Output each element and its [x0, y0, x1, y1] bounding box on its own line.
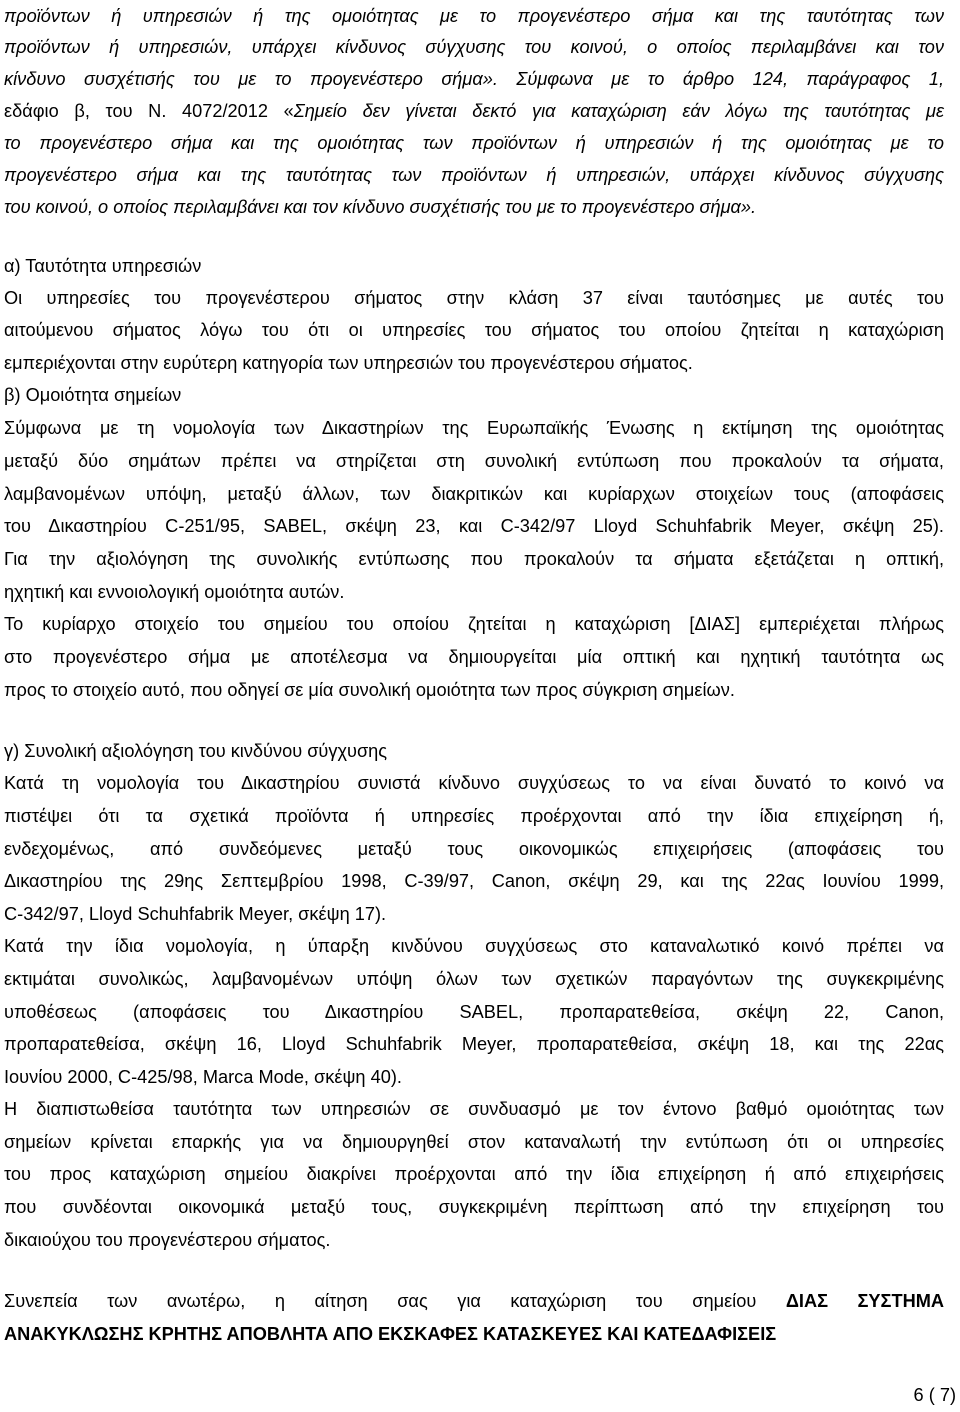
section-c-line-7: εκτιμάται συνολικώς, λαμβανομένων υπόψη όλων των σχετικών παραγόντων της συγκεκριμένης	[4, 969, 944, 989]
section-c-line-12: σημείων κρίνεται επαρκής για να δημιουργηθεί στον καταναλωτή την εντύπωση ότι οι υπηρεσίες	[4, 1132, 944, 1152]
intro-line-5: το προγενέστερο σήμα και της ομοιότητας των προϊόντων ή υπηρεσιών ή της ομοιότητας με το	[4, 133, 944, 153]
section-b-line-2: μεταξύ δύο σημάτων πρέπει να στηρίζεται στη συνολική εντύπωση που προκαλούν τα σήματα,	[4, 451, 944, 471]
section-a-line-3: εμπεριέχονται στην ευρύτερη κατηγορία των υπηρεσιών του προγενέστερου σήματος.	[4, 353, 693, 373]
section-b-line-4: του Δικαστηρίου C-251/95, SABEL, σκέψη 23, και C-342/97 Lloyd Schuhfabrik Meyer, σκέψη 25).	[4, 516, 944, 536]
trademark-name: ΔΙΑΣ ΣΥΣΤΗΜΑ	[785, 1291, 944, 1311]
section-b-line-1: Σύμφωνα με τη νομολογία των Δικαστηρίων της Ευρωπαϊκής Ένωσης η εκτίμηση της ομοιότητας	[4, 418, 944, 438]
intro-line-3: κίνδυνο συσχέτισής του με το προγενέστερο σήμα». Σύμφωνα με το άρθρο 124, παράγραφος 1,	[4, 69, 944, 89]
section-c-line-9: προπαρατεθείσα, σκέψη 16, Lloyd Schuhfabrik Meyer, προπαρατεθείσα, σκέψη 18, και της 22ας	[4, 1034, 944, 1054]
section-b-line-3: λαμβανομένων υπόψη, μεταξύ άλλων, των διακριτικών και κυρίαρχων στοιχείων τους (αποφάσεις	[4, 484, 944, 504]
conclusion-line-2: ΑΝΑΚΥΚΛΩΣΗΣ ΚΡΗΤΗΣ ΑΠΟΒΛΗΤΑ ΑΠΟ ΕΚΣΚΑΦΕΣ ΚΑΤΑΣΚΕΥΕΣ ΚΑΙ ΚΑΤΕΔΑΦΙΣΕΙΣ	[4, 1324, 777, 1344]
conclusion-line-1	[4, 1285, 944, 1318]
section-c-line-3: ενδεχομένως, από συνδεόμενες μεταξύ τους οικονομικώς επιχειρήσεις (αποφάσεις του	[4, 839, 944, 859]
intro-line-7: του κοινού, ο οποίος περιλαμβάνει και τον κίνδυνο συσχέτισής του με το προγενέστερο σήμα».	[4, 197, 757, 217]
section-c-line-10: Ιουνίου 2000, C-425/98, Marca Mode, σκέψη 40).	[4, 1067, 402, 1087]
section-a-line-1: Οι υπηρεσίες του προγενέστερου σήματος στην κλάση 37 είναι ταυτόσημες με αυτές του	[4, 288, 944, 308]
section-b-line-5: Για την αξιολόγηση της συνολικής εντύπωσης που προκαλούν τα σήματα εξετάζεται η οπτική,	[4, 549, 944, 569]
section-b-line-6: ηχητική και εννοιολογική ομοιότητα αυτών.	[4, 582, 345, 602]
section-c-line-5: C-342/97, Lloyd Schuhfabrik Meyer, σκέψη 17).	[4, 904, 387, 924]
intro-line-4-quote: Σημείο δεν γίνεται δεκτό για καταχώριση εάν λόγω της ταυτότητας με	[293, 101, 944, 121]
section-c-line-6: Κατά την ίδια νομολογία, η ύπαρξη κινδύνου συγχύσεως στο καταναλωτικό κοινό πρέπει να	[4, 936, 944, 956]
section-c-line-4: Δικαστηρίου της 29ης Σεπτεμβρίου 1998, C-39/97, Canon, σκέψη 29, και της 22ας Ιουνίου 1999,	[4, 871, 944, 891]
section-c-line-11: Η διαπιστωθείσα ταυτότητα των υπηρεσιών σε συνδυασμό με τον έντονο βαθμό ομοιότητας των	[4, 1099, 944, 1119]
intro-line-4	[4, 95, 944, 128]
section-c-line-2: πιστέψει ότι τα σχετικά προϊόντα ή υπηρεσίες προέρχονται από την ίδια επιχείρηση ή,	[4, 806, 944, 826]
section-c-line-13: του προς καταχώριση σημείου διακρίνει προέρχονται από την ίδια επιχείρηση ή από επιχειρήσεις	[4, 1164, 944, 1184]
intro-line-1: προϊόντων ή υπηρεσιών ή της ομοιότητας με το προγενέστερο σήμα και της ταυτότητας των	[4, 6, 944, 26]
page-number: 6 ( 7)	[913, 1385, 956, 1405]
section-a-heading: α) Ταυτότητα υπηρεσιών	[4, 256, 202, 276]
intro-line-2: προϊόντων ή υπηρεσιών, υπάρχει κίνδυνος σύγχυσης του κοινού, ο οποίος περιλαμβάνει και τον	[4, 37, 944, 57]
section-b-heading: β) Ομοιότητα σημείων	[4, 385, 182, 405]
section-c-line-15: δικαιούχου του προγενέστερου σήματος.	[4, 1230, 331, 1250]
section-c-line-14: που συνδέονται οικονομικά μεταξύ τους, συγκεκριμένη περίπτωση από την επιχείρηση του	[4, 1197, 944, 1217]
section-c-line-8: υποθέσεως (αποφάσεις του Δικαστηρίου SABEL, προπαρατεθείσα, σκέψη 22, Canon,	[4, 1002, 944, 1022]
intro-line-4-plain: εδάφιο β, του Ν. 4072/2012 «	[4, 101, 294, 121]
section-b-line-9: προς το στοιχείο αυτό, που οδηγεί σε μία συνολική ομοιότητα των προς σύγκριση σημείων.	[4, 680, 735, 700]
section-b-line-8: στο προγενέστερο σήμα με αποτέλεσμα να δημιουργείται μία οπτική και ηχητική ταυτότητα ως	[4, 647, 944, 667]
section-b-line-7: Το κυρίαρχο στοιχείο του σημείου του οποίου ζητείται η καταχώριση [ΔΙΑΣ] εμπεριέχεται πλήρως	[4, 614, 944, 634]
section-c-line-1: Κατά τη νομολογία του Δικαστηρίου συνιστά κίνδυνο συγχύσεως το να είναι δυνατό το κοινό να	[4, 773, 944, 793]
intro-line-6: προγενέστερο σήμα και της ταυτότητας των προϊόντων ή υπηρεσιών, υπάρχει κίνδυνος σύγχυσης	[4, 165, 944, 185]
conclusion-text: Συνεπεία των ανωτέρω, η αίτηση σας για καταχώριση του σημείου	[4, 1291, 786, 1311]
section-a-line-2: αιτούμενου σήματος λόγω του ότι οι υπηρεσίες του σήματος του οποίου ζητείται η καταχώριση	[4, 320, 944, 340]
section-c-heading: γ) Συνολική αξιολόγηση του κινδύνου σύγχυσης	[4, 741, 388, 761]
